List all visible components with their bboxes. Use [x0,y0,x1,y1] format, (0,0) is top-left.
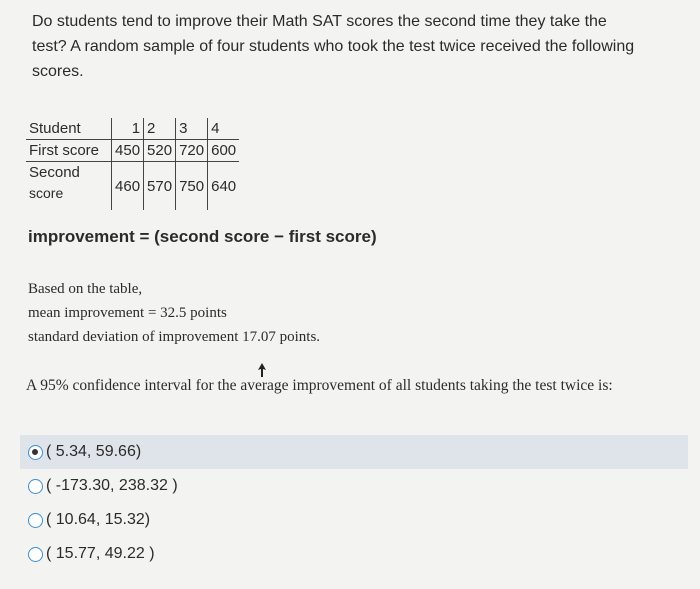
table-cell: 3 [176,118,208,140]
row-header-first-score: First score [26,140,112,162]
option-label: ( 5.34, 59.66) [46,443,142,460]
table-cell: 520 [144,140,176,162]
option-label: ( 15.77, 49.22 ) [46,545,155,562]
ci-question: A 95% confidence interval for the average improvement of all students taking the test twice is: [26,377,613,394]
table-cell: 2 [144,118,176,140]
radio-button-selected[interactable] [28,445,43,460]
option-3[interactable] [20,503,688,537]
table-cell: 570 [144,162,176,211]
stats-block [28,277,320,349]
radio-button[interactable] [28,479,43,494]
table-cell: 720 [176,140,208,162]
stats-intro: Based on the table, [28,281,143,297]
table-cell: 640 [211,177,237,195]
table-cell: 1 [112,118,144,140]
table-cell: 460 [112,162,144,211]
row-header-second-score [26,162,112,211]
stats-mean: mean improvement = 32.5 points [28,305,227,321]
radio-button[interactable] [28,513,43,528]
second-label-line2: score [29,185,64,201]
table-cell: 450 [112,140,144,162]
option-label: ( -173.30, 238.32 ) [46,477,178,494]
radio-button[interactable] [28,547,43,562]
table-row [26,140,239,162]
table-row [26,162,239,211]
row-header-student: Student [26,118,112,140]
option-label: ( 10.64, 15.32) [46,511,151,528]
option-2[interactable] [20,469,688,503]
answer-options [20,435,688,571]
table-cell: 600 [208,140,240,162]
second-label-line1: Second [29,164,80,181]
table-cell: 4 [211,120,220,137]
question-text: Do students tend to improve their Math SAT scores the second time they take the test? A random sample of four students who took the test twice received the following scores. [32,13,635,80]
table-row [26,118,239,140]
option-4[interactable] [20,537,688,571]
stats-sd: standard deviation of improvement 17.07 points. [28,329,321,345]
improvement-formula: improvement = (second score − first score) [28,227,377,246]
table-cell: 750 [176,162,208,211]
option-1[interactable] [20,435,688,469]
scores-table [26,118,239,210]
